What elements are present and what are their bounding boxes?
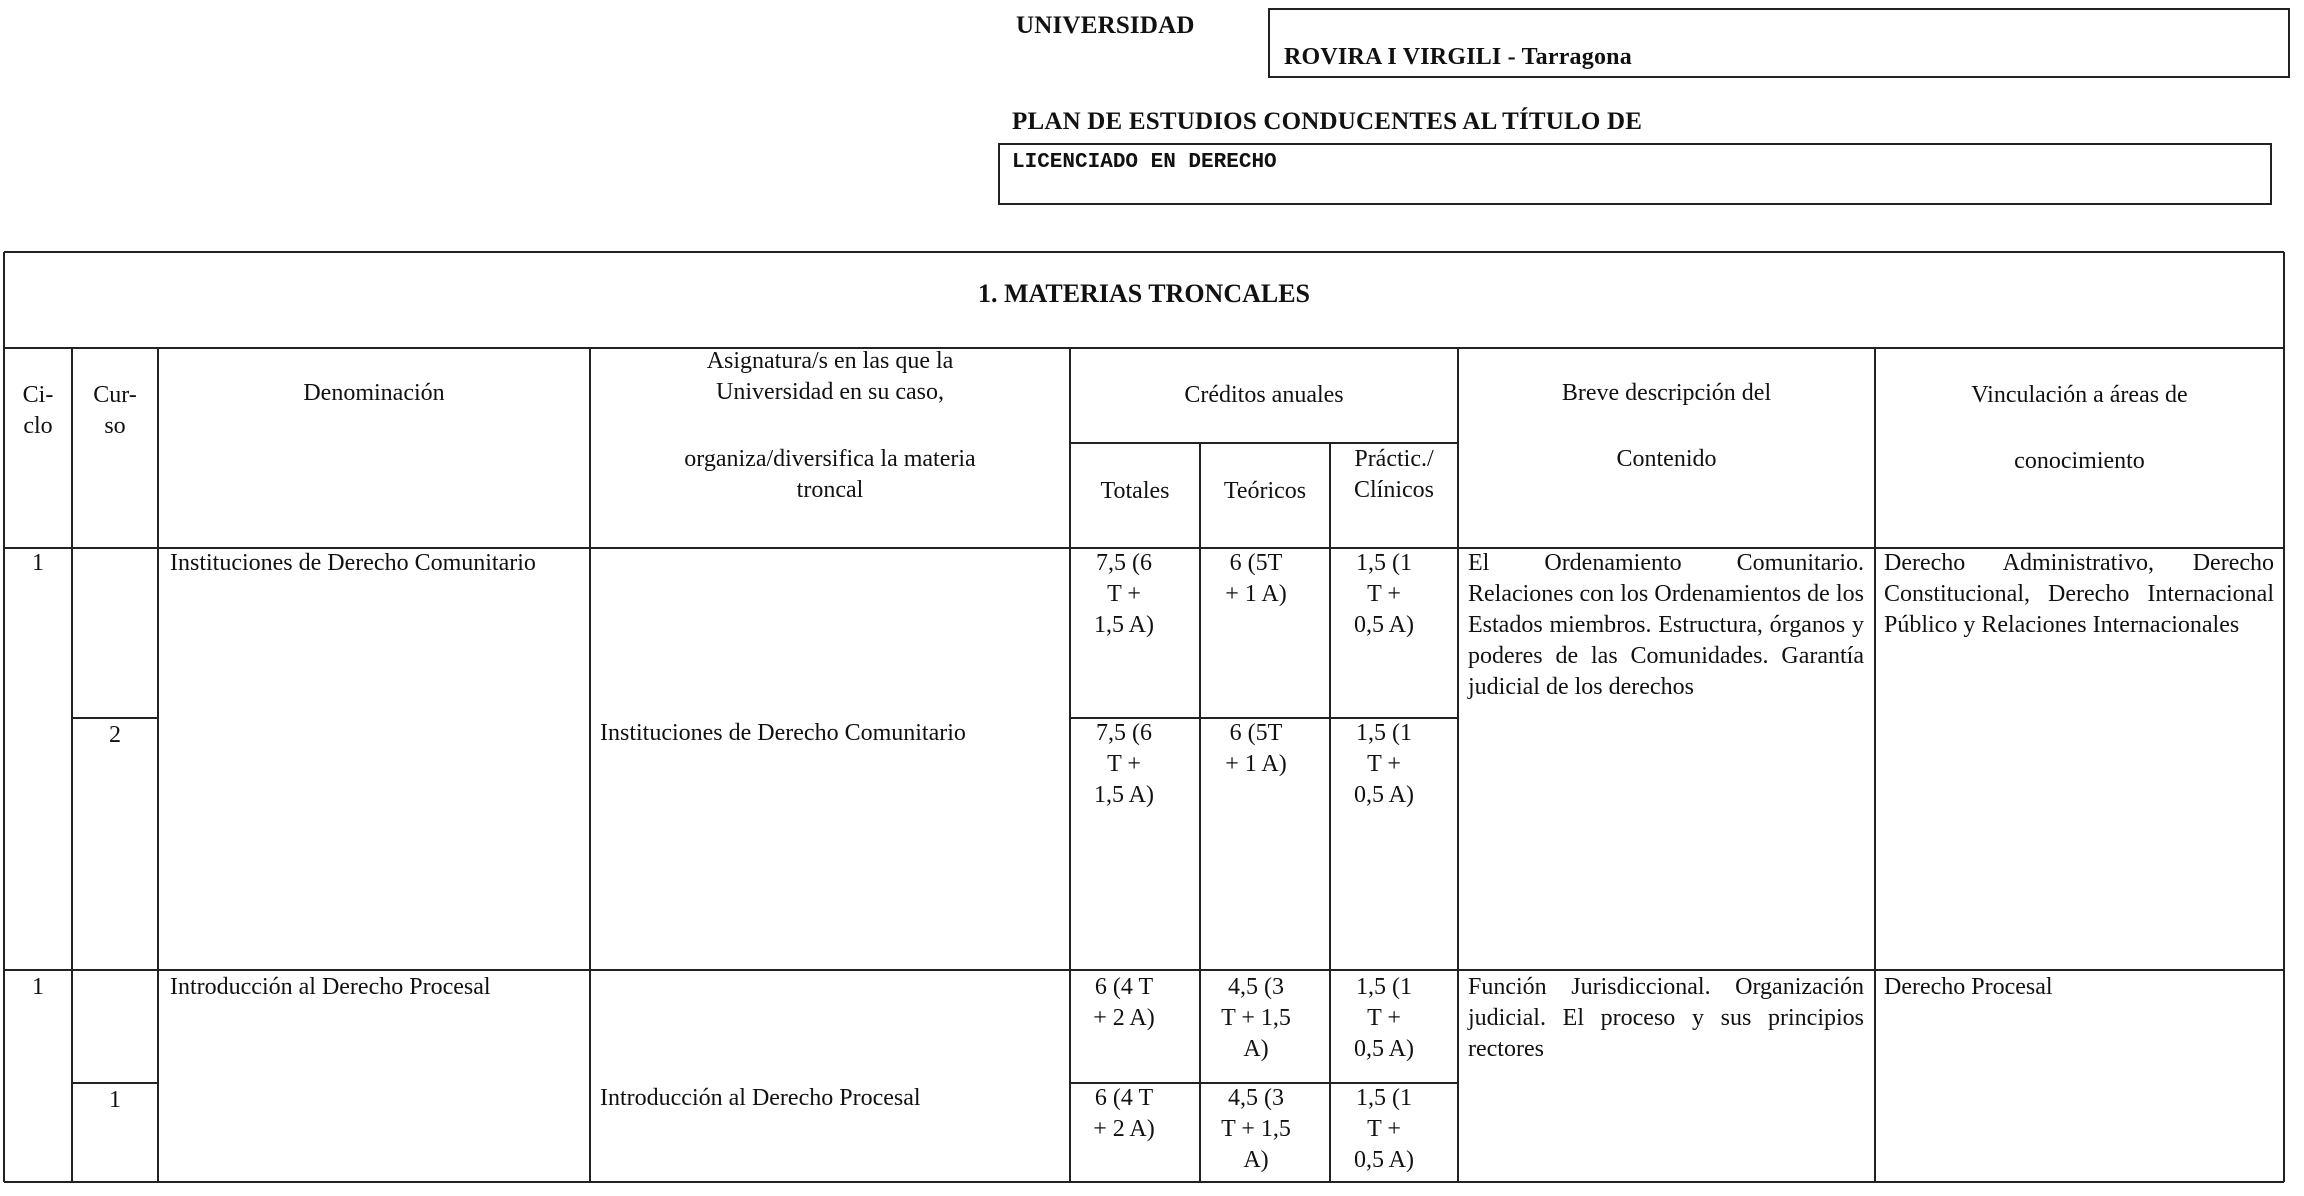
- header-curso: Cur- so: [93, 382, 137, 439]
- header-totales: Totales: [1100, 478, 1170, 504]
- row1-totales: 7,5 (6 T + 1,5 A): [1094, 550, 1154, 638]
- section-title: 1. MATERIAS TRONCALES: [977, 279, 1311, 308]
- titulo-value: LICENCIADO EN DERECHO: [1012, 151, 1277, 174]
- row1-teoricos: 6 (5T + 1 A): [1225, 550, 1287, 607]
- row1-denominacion: Instituciones de Derecho Comunitario: [170, 550, 536, 576]
- row2-vinculacion: Derecho Procesal: [1884, 974, 2053, 1000]
- header-asignatura-line1: Asignatura/s en las que la Universidad en su caso,: [706, 348, 954, 405]
- row1-ciclo: 1: [32, 550, 44, 576]
- row1-sub-practicos: 1,5 (1 T + 0,5 A): [1354, 720, 1414, 808]
- row1-descripcion: El Ordenamiento Comunitario. Relaciones con los Ordenamientos de los Estados miembros. Estructura, órganos y poderes de las Comunidades. Garantía judicial de los derechos: [1468, 550, 1864, 700]
- row2-practicos: 1,5 (1 T + 0,5 A): [1354, 974, 1414, 1062]
- header-practicos: Práctic./ Clínicos: [1353, 446, 1434, 503]
- header-breve-line2: Contenido: [1616, 446, 1717, 472]
- header-vinculacion-line1: Vinculación a áreas de: [1971, 382, 2188, 408]
- row1-sub-asignatura: Instituciones de Derecho Comunitario: [600, 720, 966, 746]
- row2-sub-practicos: 1,5 (1 T + 0,5 A): [1354, 1085, 1414, 1173]
- row2-totales: 6 (4 T + 2 A): [1093, 974, 1155, 1031]
- universidad-label: UNIVERSIDAD: [1016, 12, 1195, 39]
- plan-label: PLAN DE ESTUDIOS CONDUCENTES AL TÍTULO DE: [1012, 108, 1643, 135]
- row1-sub-totales: 7,5 (6 T + 1,5 A): [1094, 720, 1154, 808]
- universidad-field: [1268, 8, 2290, 78]
- row1-practicos: 1,5 (1 T + 0,5 A): [1354, 550, 1414, 638]
- titulo-field: [998, 143, 2272, 205]
- row2-sub-curso: 1: [109, 1087, 121, 1113]
- row2-denominacion: Introducción al Derecho Procesal: [170, 974, 491, 1000]
- header-ciclo: Ci- clo: [22, 382, 54, 439]
- row2-descripcion: Función Jurisdiccional. Organización judicial. El proceso y sus principios rectores: [1468, 974, 1864, 1062]
- header-teoricos: Teóricos: [1223, 478, 1307, 504]
- header-creditos-anuales: Créditos anuales: [1184, 382, 1344, 408]
- row1-sub-teoricos: 6 (5T + 1 A): [1225, 720, 1287, 777]
- row1-vinculacion: Derecho Administrativo, Derecho Constitucional, Derecho Internacional Público y Relaciones Internacionales: [1884, 550, 2274, 638]
- row2-sub-teoricos: 4,5 (3 T + 1,5 A): [1221, 1085, 1291, 1173]
- header-denominacion: Denominación: [303, 380, 445, 406]
- row1-sub-curso: 2: [109, 722, 121, 748]
- universidad-value: ROVIRA I VIRGILI - Tarragona: [1284, 44, 1632, 70]
- row2-sub-asignatura: Introducción al Derecho Procesal: [600, 1085, 921, 1111]
- row2-sub-totales: 6 (4 T + 2 A): [1093, 1085, 1155, 1142]
- row2-ciclo: 1: [32, 974, 44, 1000]
- header-breve-line1: Breve descripción del: [1561, 380, 1772, 406]
- row2-teoricos: 4,5 (3 T + 1,5 A): [1221, 974, 1291, 1062]
- header-vinculacion-line2: conocimiento: [2014, 448, 2145, 474]
- header-asignatura-line2: organiza/diversifica la materia troncal: [684, 446, 976, 503]
